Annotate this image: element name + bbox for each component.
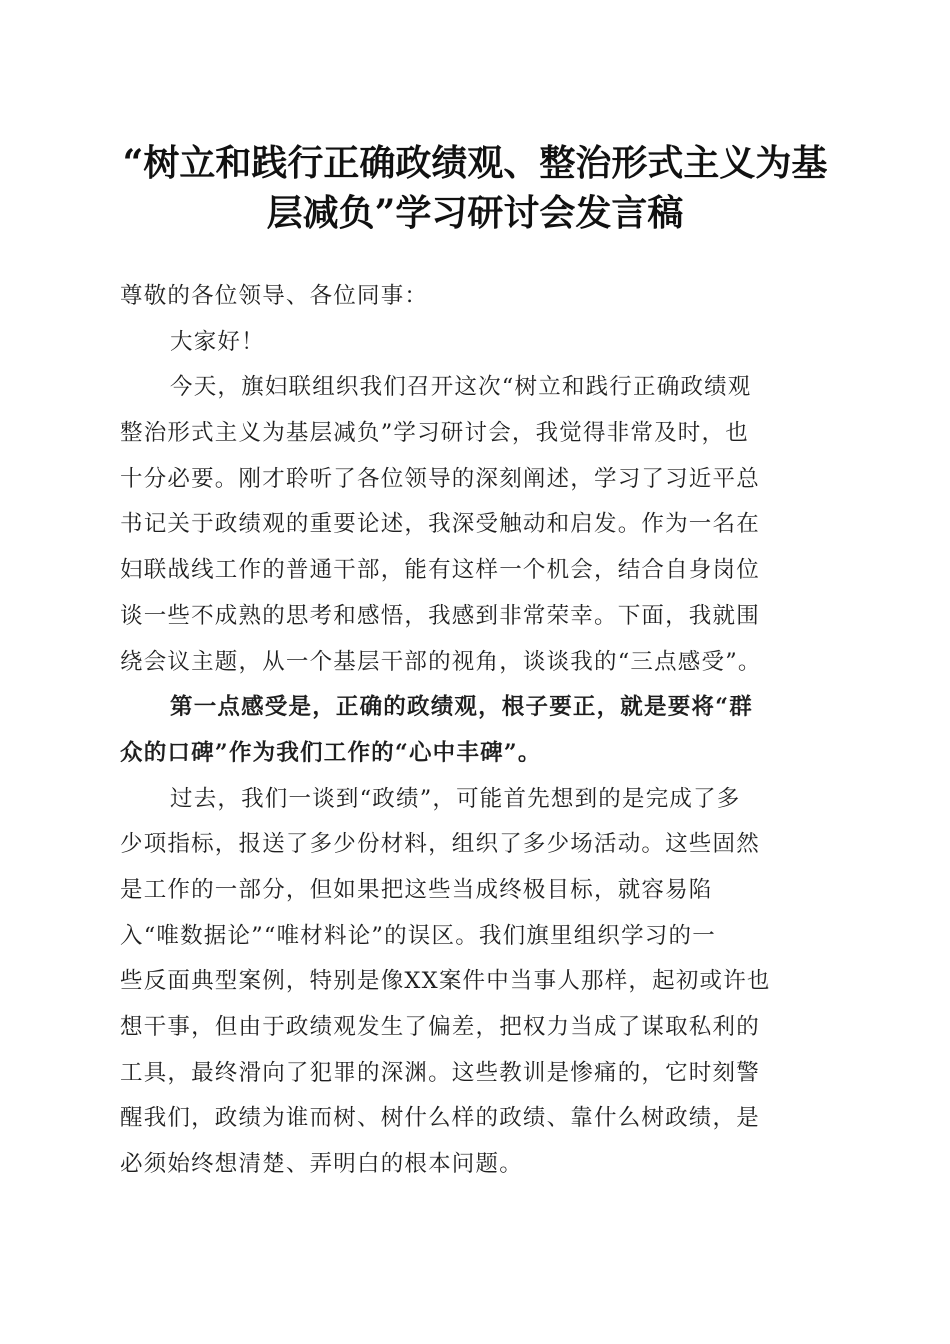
title-line-2: 层减负”学习研讨会发言稿 [266, 192, 684, 234]
paragraph-line: 绕会议主题，从一个基层干部的视角，谈谈我的“三点感受”。 [120, 648, 762, 675]
paragraph-line: 想干事，但由于政绩观发生了偏差，把权力当成了谋取私利的 [120, 1014, 760, 1040]
paragraph-past [120, 777, 825, 1188]
paragraph-line: 众的口碑”作为我们工作的“心中丰碑”。 [120, 739, 542, 766]
salutation: 尊敬的各位领导、各位同事： [120, 283, 429, 309]
paragraph-line: 工具，最终滑向了犯罪的深渊。这些教训是惨痛的，它时刻警 [120, 1059, 760, 1086]
paragraph-line: 整治形式主义为基层减负”学习研讨会，我觉得非常及时，也 [120, 420, 749, 447]
paragraph-first-point [120, 685, 825, 776]
paragraph-line: 过去，我们一谈到“政绩”，可能首先想到的是完成了多 [170, 785, 741, 812]
paragraph-line: 第一点感受是，正确的政绩观，根子要正，就是要将“群 [170, 694, 753, 721]
paragraph-line: 谈一些不成熟的思考和感悟，我感到非常荣幸。下面，我就围 [120, 602, 760, 629]
paragraph-line: 今天，旗妇联组织我们召开这次“树立和践行正确政绩观 [170, 374, 752, 401]
document-title [110, 138, 840, 238]
paragraph-line: 十分必要。刚才聆听了各位领导的深刻阐述，学习了习近平总 [120, 465, 760, 492]
paragraph-line: 入“唯数据论”“唯材料论”的误区。我们旗里组织学习的一 [120, 922, 716, 949]
paragraph-line: 些反面典型案例，特别是像XX案件中当事人那样，起初或许也 [120, 968, 771, 995]
paragraph-line: 醒我们，政绩为谁而树、树什么样的政绩、靠什么树政绩，是 [120, 1105, 760, 1132]
paragraph-line: 少项指标，报送了多少份材料，组织了多少场活动。这些固然 [120, 831, 760, 858]
paragraph-line: 是工作的一部分，但如果把这些当成终极目标，就容易陷 [120, 876, 713, 903]
paragraph-intro [120, 365, 825, 685]
paragraph-line: 妇联战线工作的普通干部，能有这样一个机会，结合自身岗位 [120, 557, 760, 584]
greeting: 大家好！ [170, 328, 265, 355]
paragraph-line: 必须始终想清楚、弄明白的根本问题。 [120, 1151, 523, 1178]
paragraph-line: 书记关于政绩观的重要论述，我深受触动和启发。作为一名在 [120, 511, 760, 538]
document-body [120, 274, 825, 1188]
title-line-1: “树立和践行正确政绩观、整治形式主义为基 [122, 142, 828, 184]
